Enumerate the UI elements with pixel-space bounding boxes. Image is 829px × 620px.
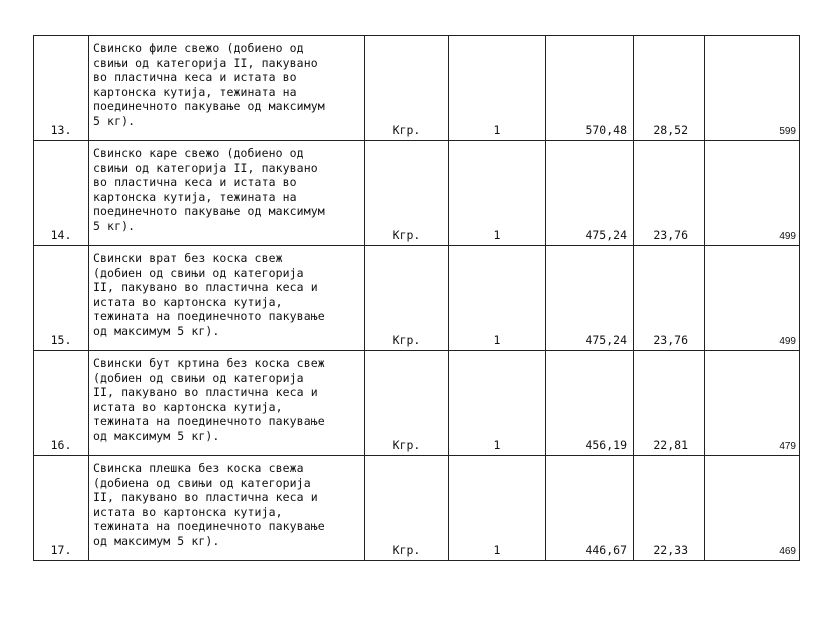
item-quantity: 1: [449, 456, 546, 561]
item-unit-price: 446,67: [546, 456, 634, 561]
table-row: [34, 351, 800, 456]
item-total: 469: [705, 456, 800, 561]
item-vat: 23,76: [634, 141, 705, 246]
item-unit: Кгр.: [365, 141, 449, 246]
table-body: [34, 36, 800, 561]
item-total: 599: [705, 36, 800, 141]
item-unit-price: 456,19: [546, 351, 634, 456]
item-description: Свински врат без коска свеж (добиен од свињи од категорија II, пакувано во пластична кеса и истата во картонска кутија, тежината на поединечното пакување од максимум 5 кг).: [89, 246, 365, 351]
item-description: Свинско каре свежо (добиено од свињи од категорија II, пакувано во пластична кеса и истата во картонска кутија, тежината на поединечното пакување од максимум 5 кг).: [89, 141, 365, 246]
item-unit-price: 475,24: [546, 141, 634, 246]
item-number: 13.: [34, 36, 89, 141]
item-quantity: 1: [449, 351, 546, 456]
item-total: 499: [705, 246, 800, 351]
item-unit: Кгр.: [365, 246, 449, 351]
table-row: [34, 141, 800, 246]
item-number: 15.: [34, 246, 89, 351]
item-number: 16.: [34, 351, 89, 456]
item-unit: Кгр.: [365, 36, 449, 141]
item-vat: 22,81: [634, 351, 705, 456]
item-description: Свинска плешка без коска свежа (добиена од свињи од категорија II, пакувано во пластична кеса и истата во картонска кутија, тежината на поединечното пакување од максимум 5 кг).: [89, 456, 365, 561]
table-row: [34, 36, 800, 141]
item-description: Свински бут кртина без коска свеж (добиен од свињи од категорија II, пакувано во пластична кеса и истата во картонска кутија, тежината на поединечното пакување од максимум 5 кг).: [89, 351, 365, 456]
item-number: 14.: [34, 141, 89, 246]
table-row: [34, 456, 800, 561]
item-quantity: 1: [449, 141, 546, 246]
item-vat: 22,33: [634, 456, 705, 561]
item-unit: Кгр.: [365, 351, 449, 456]
item-total: 499: [705, 141, 800, 246]
item-number: 17.: [34, 456, 89, 561]
table-row: [34, 246, 800, 351]
item-total: 479: [705, 351, 800, 456]
item-unit-price: 475,24: [546, 246, 634, 351]
price-table: [33, 35, 800, 561]
item-vat: 28,52: [634, 36, 705, 141]
item-unit-price: 570,48: [546, 36, 634, 141]
item-quantity: 1: [449, 36, 546, 141]
item-unit: Кгр.: [365, 456, 449, 561]
item-quantity: 1: [449, 246, 546, 351]
item-description: Свинско филе свежо (добиено од свињи од категорија II, пакувано во пластична кеса и истата во картонска кутија, тежината на поединечното пакување од максимум 5 кг).: [89, 36, 365, 141]
item-vat: 23,76: [634, 246, 705, 351]
